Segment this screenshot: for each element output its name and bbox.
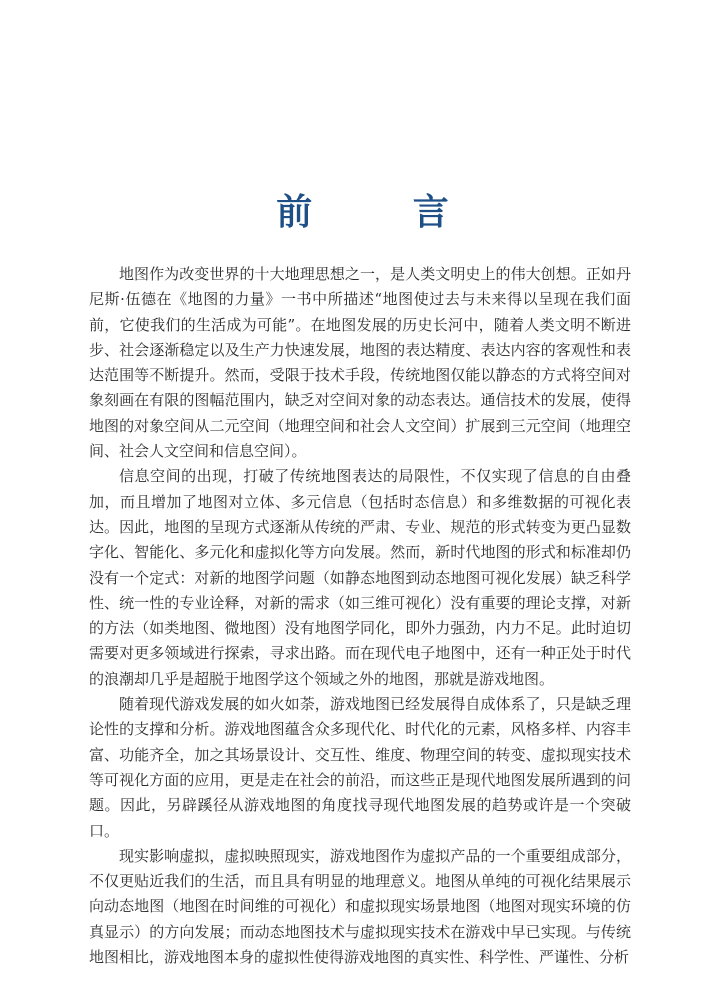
paragraph: 地图作为改变世界的十大地理思想之一，是人类文明史上的伟大创想。正如丹尼斯·伍德在《地图的力量》一书中所描述“地图使过去与未来得以呈现在我们面前，它使我们的生活成为可能”。在地图发展的历史长河中，随着人类文明不断进步、社会逐渐稳定以及生产力快速发展，地图的表达精度、表达内容的客观性和表达范围等不断提升。然而，受限于技术手段，传统地图仅能以静态的方式将空间对象刻画在有限的图幅范围内，缺乏对空间对象的动态表达。通信技术的发展，使得地图的对象空间从二元空间（地理空间和社会人文空间）扩展到三元空间（地理空间、社会人文空间和信息空间）。 — [89, 265, 631, 461]
paragraph: 随着现代游戏发展的如火如荼，游戏地图已经发展得自成体系了，只是缺乏理论性的支撑和分析。游戏地图蕴含众多现代化、时代化的元素，风格多样、内容丰富、功能齐全，加之其场景设计、交互性、维度、物理空间的转变、虚拟现实技术等可视化方面的应用，更是走在社会的前沿，而这些正是现代地图发展所遇到的问题。因此，另辟蹊径从游戏地图的角度找寻现代地图发展的趋势或许是一个突破口。 — [89, 695, 631, 840]
paragraph: 信息空间的出现，打破了传统地图表达的局限性，不仅实现了信息的自由叠加，而且增加了地图对立体、多元信息（包括时态信息）和多维数据的可视化表达。因此，地图的呈现方式逐渐从传统的严肃、专业、规范的形式转变为更凸显数字化、智能化、多元化和虚拟化等方向发展。然而，新时代地图的形式和标准却仍没有一个定式：对新的地图学问题（如静态地图到动态地图可视化发展）缺乏科学性、统一性的专业诠释，对新的需求（如三维可视化）没有重要的理论支撑，对新的方法（如类地图、微地图）没有地图学同化，即外力强劲，内力不足。此时迫切需要对更多领域进行探索，寻求出路。而在现代电子地图中，还有一种正处于时代的浪潮却几乎是超脱于地图学这个领域之外的地图，那就是游戏地图。 — [89, 467, 631, 688]
body-text — [89, 262, 631, 970]
paragraph: 现实影响虚拟，虚拟映照现实，游戏地图作为虚拟产品的一个重要组成部分，不仅更贴近我们的生活，而且具有明显的地理意义。地图从单纯的可视化结果展示向动态地图（地图在时间维的可视化）和虚拟现实场景地图（地图对现实环境的仿真显示）的方向发展；而动态地图技术与虚拟现实技术在游戏中早已实现。与传统地图相比，游戏地图本身的虚拟性使得游戏地图的真实性、科学性、严谨性、分析 — [89, 846, 631, 967]
page-title: 前 言 — [276, 192, 493, 233]
